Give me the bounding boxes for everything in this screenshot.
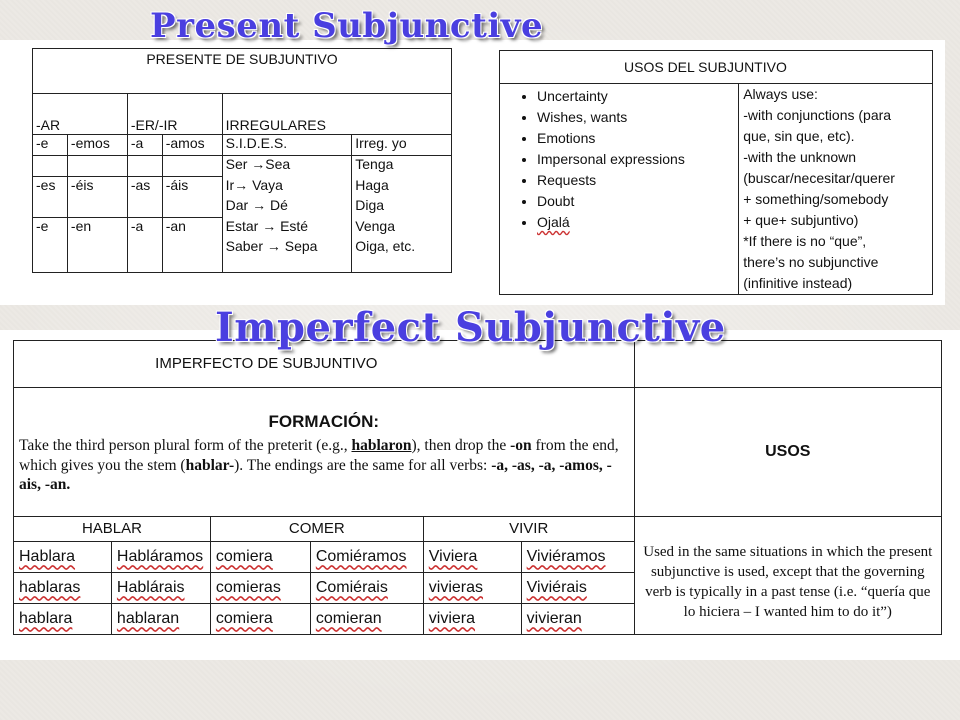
ending-cell: -e (33, 135, 68, 156)
conjugation-cell: viviera (423, 604, 521, 635)
usos-bullet-list (503, 86, 735, 233)
conjugation-cell: vivieras (423, 573, 521, 604)
usos-bullet: • Impersonal expressions (537, 149, 735, 170)
irreg-yo-item: Haga (352, 177, 452, 198)
irreg-yo-header: Irreg. yo (352, 135, 452, 156)
usos-bullet: • Requests (537, 170, 735, 191)
conjugation-cell: hablaras (14, 573, 112, 604)
ending-cell: -e (33, 218, 68, 239)
usos-heading: USOS (634, 388, 941, 517)
usos-bullet: • Ojalá (537, 212, 735, 233)
formacion-heading: FORMACIÓN: (268, 412, 380, 431)
sides-item: Saber → Sepa (222, 238, 352, 273)
usos-rule-line: que, sin que, etc). (743, 128, 855, 144)
formacion-stem: hablar- (185, 456, 235, 474)
sides-header: S.I.D.E.S. (222, 135, 352, 156)
formacion-hablaron: hablaron (351, 437, 412, 455)
ending-cell: -es (33, 177, 68, 198)
ending-cell: -a (127, 218, 162, 239)
sides-item: Ir→ Vaya (222, 177, 352, 198)
present-table-title: PRESENTE DE SUBJUNTIVO (33, 49, 452, 94)
conjugation-cell: comieras (210, 573, 310, 604)
imperfect-subjunctive-title: Imperfect Subjunctive (215, 304, 726, 351)
usos-rule-line: (infinitive instead) (743, 275, 853, 291)
ending-cell: -amos (162, 135, 222, 156)
ending-cell: -en (67, 218, 127, 239)
formacion-cell (14, 388, 635, 517)
ending-cell: -a (127, 135, 162, 156)
formacion-text: ), then drop the (411, 437, 511, 455)
conjugation-cell: Comiérais (310, 573, 423, 604)
usos-description: Used in the same situations in which the present subjunctive is used, except that the governing verb is typically in a past tense (i.e. “quería que lo hiciera – I wanted him to do it”) (634, 517, 941, 635)
sides-item: Ser →Sea (222, 156, 352, 177)
usos-bullet-cell (500, 84, 739, 295)
irreg-yo-item: Venga (352, 218, 452, 239)
usos-rule-line: *If there is no “que”, (743, 233, 867, 249)
usos-bullet: • Doubt (537, 191, 735, 212)
usos-bullet: • Uncertainty (537, 86, 735, 107)
usos-rules-cell (739, 84, 933, 295)
ending-cell: -éis (67, 177, 127, 198)
conjugation-cell: Comiéramos (310, 542, 423, 573)
conjugation-cell: hablaran (111, 604, 210, 635)
usos-table-title: USOS DEL SUBJUNTIVO (500, 51, 933, 84)
sides-item: Dar → Dé (222, 197, 352, 218)
formacion-text: ). The endings are the same for all verbs: (234, 456, 492, 474)
conjugation-cell: Hablárais (111, 573, 210, 604)
irreg-yo-item: Tenga (352, 156, 452, 177)
ar-header: -AR (33, 94, 128, 135)
conjugation-cell: comieran (310, 604, 423, 635)
present-conjugation-table (32, 48, 452, 273)
irreg-yo-item: Diga (352, 197, 452, 218)
usos-rule-line: Always use: (743, 86, 818, 102)
usos-rule-line: -with the unknown (743, 149, 857, 165)
ending-cell: -áis (162, 177, 222, 198)
formacion-text: from the end, which gives you the stem ( (19, 437, 619, 474)
usos-rule-line: there’s no subjunctive (743, 254, 879, 270)
formacion-on: -on (510, 437, 532, 455)
imperfect-subjunctive-table (13, 340, 942, 635)
verb-header-vivir: VIVIR (423, 517, 634, 542)
usos-bullet: • Emotions (537, 128, 735, 149)
verb-header-hablar: HABLAR (14, 517, 211, 542)
conjugation-cell: hablara (14, 604, 112, 635)
sides-item: Estar → Esté (222, 218, 352, 239)
usos-rule-line: (buscar/necesitar/querer (743, 170, 895, 186)
irregulares-header: IRREGULARES (222, 94, 451, 135)
conjugation-cell: Viviérais (521, 573, 634, 604)
usos-rule-line: + que+ subjuntivo) (743, 212, 859, 228)
usos-subjuntivo-table (499, 50, 933, 295)
ending-cell: -as (127, 177, 162, 198)
conjugation-cell: Hablara (14, 542, 112, 573)
usos-rule-line: + something/somebody (743, 191, 889, 207)
usos-rule-line: -with conjunctions (para (743, 107, 892, 123)
conjugation-cell: vivieran (521, 604, 634, 635)
conjugation-cell: Habláramos (111, 542, 210, 573)
conjugation-cell: Viviera (423, 542, 521, 573)
imperfect-table-title: IMPERFECTO DE SUBJUNTIVO (14, 341, 635, 388)
er-ir-header: -ER/-IR (127, 94, 222, 135)
present-subjunctive-title: Present Subjunctive (150, 6, 544, 46)
conjugation-cell: Viviéramos (521, 542, 634, 573)
usos-bullet: • Wishes, wants (537, 107, 735, 128)
verb-header-comer: COMER (210, 517, 423, 542)
ending-cell: -an (162, 218, 222, 239)
formacion-text: Take the third person plural form of the preterit (e.g., (19, 437, 352, 455)
ending-cell: -emos (67, 135, 127, 156)
conjugation-cell: comiera (210, 542, 310, 573)
conjugation-cell: comiera (210, 604, 310, 635)
irreg-yo-item: Oiga, etc. (352, 238, 452, 273)
formacion-endings: -a, -as, -a, -amos, -ais, -an. (19, 456, 612, 493)
